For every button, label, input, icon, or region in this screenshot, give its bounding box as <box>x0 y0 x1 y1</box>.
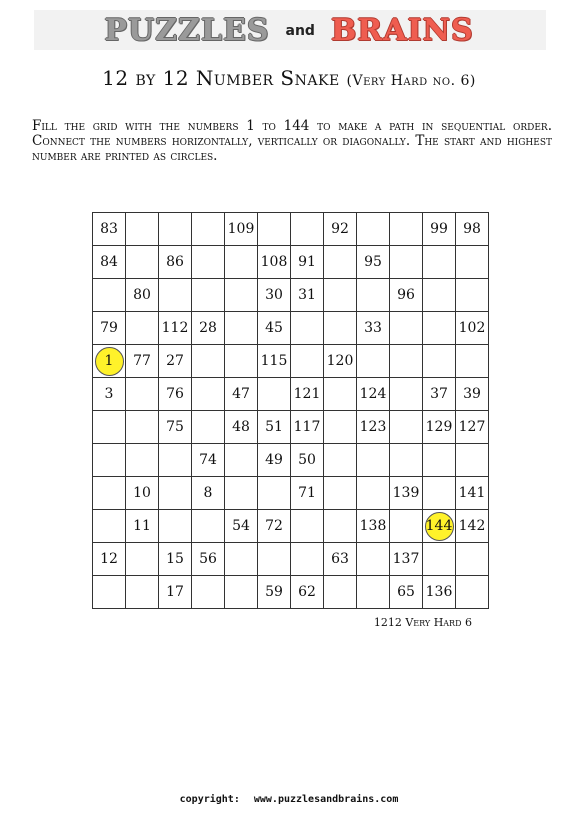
instructions-text: Fill the grid with the numbers 1 to 144 to make a path in sequential order. Connect the numbers horizontally, vertically or diagonally. The start and highest number are printed as circles. <box>32 118 552 164</box>
given-number: 77 <box>133 353 151 369</box>
given-number: 139 <box>392 485 420 501</box>
given-number: 102 <box>458 320 486 336</box>
grid-cell[interactable] <box>456 279 489 312</box>
grid-cell <box>291 246 324 279</box>
given-number: 56 <box>199 551 217 567</box>
grid-cell[interactable] <box>126 213 159 246</box>
grid-cell <box>456 378 489 411</box>
grid-cell[interactable] <box>390 378 423 411</box>
logo-word-brains: BRAINS <box>330 13 474 48</box>
given-number: 91 <box>298 254 316 270</box>
circled-number: 1 <box>95 347 124 376</box>
grid-cell[interactable] <box>258 477 291 510</box>
given-number: 71 <box>298 485 316 501</box>
grid-cell <box>390 543 423 576</box>
title-main: 12 by 12 Number Snake <box>102 66 340 90</box>
given-number: 109 <box>227 221 255 237</box>
given-number: 17 <box>166 584 184 600</box>
grid-cell[interactable] <box>159 477 192 510</box>
grid-cell[interactable] <box>225 345 258 378</box>
grid-row <box>93 477 489 510</box>
grid-row <box>93 444 489 477</box>
circled-number: 144 <box>425 512 454 541</box>
given-number: 3 <box>104 386 114 402</box>
grid-cell[interactable] <box>126 576 159 609</box>
grid-cell[interactable] <box>324 576 357 609</box>
grid-cell[interactable] <box>357 543 390 576</box>
grid-cell[interactable] <box>390 213 423 246</box>
site-logo <box>0 12 578 50</box>
given-number: 96 <box>397 287 415 303</box>
given-number: 138 <box>359 518 387 534</box>
logo-word-puzzles: PUZZLES <box>104 13 270 48</box>
copyright-label: copyright: <box>179 794 240 805</box>
grid-cell[interactable] <box>225 246 258 279</box>
grid-cell <box>126 510 159 543</box>
grid-cell[interactable] <box>159 444 192 477</box>
grid-cell <box>93 378 126 411</box>
grid-cell[interactable] <box>93 477 126 510</box>
grid-cell <box>423 411 456 444</box>
grid-cell[interactable] <box>390 345 423 378</box>
grid-cell <box>159 378 192 411</box>
given-number: 136 <box>425 584 453 600</box>
grid-cell <box>126 345 159 378</box>
grid-cell <box>324 345 357 378</box>
given-number: 92 <box>331 221 349 237</box>
given-number: 45 <box>265 320 283 336</box>
grid-cell <box>192 477 225 510</box>
grid-cell <box>291 576 324 609</box>
grid-cell <box>258 312 291 345</box>
given-number: 49 <box>265 452 283 468</box>
grid-cell[interactable] <box>258 378 291 411</box>
given-number: 80 <box>133 287 151 303</box>
grid-cell <box>390 477 423 510</box>
grid-cell <box>423 378 456 411</box>
grid-cell[interactable] <box>390 312 423 345</box>
grid-cell <box>291 279 324 312</box>
grid-cell[interactable] <box>93 510 126 543</box>
grid-cell <box>159 345 192 378</box>
grid-cell[interactable] <box>456 345 489 378</box>
grid-cell <box>357 312 390 345</box>
given-number: 48 <box>232 419 250 435</box>
grid-cell[interactable] <box>456 543 489 576</box>
grid-cell[interactable] <box>456 246 489 279</box>
grid-cell[interactable] <box>159 213 192 246</box>
page-title <box>0 66 578 90</box>
grid-cell <box>93 312 126 345</box>
grid-cell <box>126 477 159 510</box>
grid-cell <box>258 510 291 543</box>
grid-cell <box>357 411 390 444</box>
given-number: 108 <box>260 254 288 270</box>
grid-cell[interactable] <box>357 213 390 246</box>
grid-cell[interactable] <box>423 312 456 345</box>
grid-cell[interactable] <box>324 477 357 510</box>
grid-cell[interactable] <box>192 510 225 543</box>
given-number: 127 <box>458 419 486 435</box>
grid-cell <box>159 312 192 345</box>
given-number: 83 <box>100 221 118 237</box>
grid-row <box>93 246 489 279</box>
grid-cell[interactable] <box>159 510 192 543</box>
grid-cell <box>159 543 192 576</box>
grid-cell[interactable] <box>357 345 390 378</box>
given-number: 74 <box>199 452 217 468</box>
given-number: 12 <box>100 551 118 567</box>
grid-cell[interactable] <box>291 543 324 576</box>
given-number: 65 <box>397 584 415 600</box>
grid-cell[interactable] <box>324 510 357 543</box>
grid-cell <box>423 510 456 543</box>
grid-row <box>93 279 489 312</box>
footer <box>0 794 578 805</box>
grid-cell <box>456 510 489 543</box>
grid-cell <box>291 477 324 510</box>
grid-cell <box>225 510 258 543</box>
given-number: 117 <box>293 419 321 435</box>
grid-cell[interactable] <box>159 279 192 312</box>
grid-cell[interactable] <box>291 510 324 543</box>
puzzle-grid <box>92 212 489 609</box>
given-number: 62 <box>298 584 316 600</box>
grid-cell[interactable] <box>192 576 225 609</box>
given-number: 28 <box>199 320 217 336</box>
grid-cell <box>324 543 357 576</box>
grid-cell[interactable] <box>225 312 258 345</box>
grid-cell <box>291 411 324 444</box>
given-number: 15 <box>166 551 184 567</box>
given-number: 75 <box>166 419 184 435</box>
grid-cell[interactable] <box>324 279 357 312</box>
given-number: 63 <box>331 551 349 567</box>
given-number: 37 <box>430 386 448 402</box>
grid-cell[interactable] <box>258 213 291 246</box>
given-number: 84 <box>100 254 118 270</box>
grid-cell[interactable] <box>324 378 357 411</box>
grid-cell <box>291 444 324 477</box>
grid-cell <box>126 279 159 312</box>
given-number: 142 <box>458 518 486 534</box>
grid-cell[interactable] <box>423 279 456 312</box>
grid-cell <box>390 279 423 312</box>
given-number: 120 <box>326 353 354 369</box>
given-number: 31 <box>298 287 316 303</box>
grid-cell[interactable] <box>192 246 225 279</box>
grid-cell <box>159 246 192 279</box>
grid-cell[interactable] <box>192 378 225 411</box>
grid-row <box>93 543 489 576</box>
grid-cell[interactable] <box>324 444 357 477</box>
grid-cell <box>258 279 291 312</box>
grid-cell[interactable] <box>126 246 159 279</box>
grid-cell[interactable] <box>423 246 456 279</box>
grid-cell <box>258 345 291 378</box>
grid-row <box>93 411 489 444</box>
given-number: 33 <box>364 320 382 336</box>
given-number: 72 <box>265 518 283 534</box>
grid-cell[interactable] <box>93 411 126 444</box>
grid-cell[interactable] <box>258 543 291 576</box>
grid-cell <box>93 345 126 378</box>
grid-cell <box>456 411 489 444</box>
grid-cell[interactable] <box>93 576 126 609</box>
grid-cell[interactable] <box>456 576 489 609</box>
grid-cell[interactable] <box>390 444 423 477</box>
grid-cell[interactable] <box>192 411 225 444</box>
grid-cell <box>357 378 390 411</box>
grid-cell <box>258 444 291 477</box>
grid-row <box>93 576 489 609</box>
grid-cell <box>159 411 192 444</box>
given-number: 47 <box>232 386 250 402</box>
given-number: 27 <box>166 353 184 369</box>
grid-cell <box>423 213 456 246</box>
given-number: 11 <box>133 518 151 534</box>
given-number: 50 <box>298 452 316 468</box>
grid-cell[interactable] <box>390 510 423 543</box>
grid-cell <box>93 213 126 246</box>
grid-cell[interactable] <box>225 279 258 312</box>
grid-cell[interactable] <box>423 444 456 477</box>
grid-row <box>93 312 489 345</box>
title-sub: (Very Hard no. 6) <box>346 73 476 89</box>
given-number: 115 <box>260 353 288 369</box>
grid-cell <box>192 444 225 477</box>
grid-row <box>93 345 489 378</box>
grid-cell <box>258 246 291 279</box>
grid-cell[interactable] <box>225 444 258 477</box>
grid-row <box>93 378 489 411</box>
grid-cell[interactable] <box>93 444 126 477</box>
logo-connector: and <box>285 23 315 39</box>
given-number: 76 <box>166 386 184 402</box>
grid-cell <box>423 576 456 609</box>
grid-cell <box>357 510 390 543</box>
given-number: 95 <box>364 254 382 270</box>
grid-cell <box>225 213 258 246</box>
grid-cell[interactable] <box>357 279 390 312</box>
given-number: 121 <box>293 386 321 402</box>
given-number: 123 <box>359 419 387 435</box>
given-number: 137 <box>392 551 420 567</box>
grid-cell[interactable] <box>225 477 258 510</box>
grid-cell <box>225 411 258 444</box>
grid-cell[interactable] <box>423 477 456 510</box>
grid-cell[interactable] <box>192 345 225 378</box>
given-number: 112 <box>161 320 189 336</box>
grid-cell <box>357 246 390 279</box>
given-number: 141 <box>458 485 486 501</box>
given-number: 99 <box>430 221 448 237</box>
given-number: 59 <box>265 584 283 600</box>
grid-cell[interactable] <box>357 444 390 477</box>
grid-cell <box>291 378 324 411</box>
grid-cell[interactable] <box>357 576 390 609</box>
grid-cell[interactable] <box>423 345 456 378</box>
grid-cell[interactable] <box>291 213 324 246</box>
given-number: 51 <box>265 419 283 435</box>
grid-cell[interactable] <box>192 213 225 246</box>
grid-cell[interactable] <box>126 444 159 477</box>
grid-cell[interactable] <box>423 543 456 576</box>
grid-cell[interactable] <box>93 279 126 312</box>
grid-cell[interactable] <box>225 543 258 576</box>
given-number: 79 <box>100 320 118 336</box>
grid-cell[interactable] <box>324 312 357 345</box>
grid-cell <box>390 576 423 609</box>
given-number: 54 <box>232 518 250 534</box>
grid-cell[interactable] <box>126 378 159 411</box>
grid-cell[interactable] <box>390 411 423 444</box>
grid-cell <box>93 246 126 279</box>
grid-cell[interactable] <box>456 444 489 477</box>
grid-cell[interactable] <box>291 345 324 378</box>
given-number: 129 <box>425 419 453 435</box>
given-number: 10 <box>133 485 151 501</box>
grid-cell[interactable] <box>126 543 159 576</box>
grid-row <box>93 213 489 246</box>
grid-cell[interactable] <box>126 312 159 345</box>
grid-cell[interactable] <box>324 411 357 444</box>
puzzle-id-label: 1212 Very Hard 6 <box>373 616 472 629</box>
given-number: 8 <box>203 485 213 501</box>
grid-cell <box>456 213 489 246</box>
grid-cell <box>159 576 192 609</box>
grid-cell <box>225 378 258 411</box>
given-number: 124 <box>359 386 387 402</box>
given-number: 98 <box>463 221 481 237</box>
grid-cell <box>192 543 225 576</box>
given-number: 39 <box>463 386 481 402</box>
site-url: www.puzzlesandbrains.com <box>253 794 399 805</box>
grid-cell[interactable] <box>126 411 159 444</box>
grid-cell <box>456 477 489 510</box>
grid-cell <box>258 576 291 609</box>
grid-cell[interactable] <box>324 246 357 279</box>
given-number: 30 <box>265 287 283 303</box>
grid-cell <box>93 543 126 576</box>
grid-cell[interactable] <box>291 312 324 345</box>
grid-cell[interactable] <box>225 576 258 609</box>
grid-cell <box>258 411 291 444</box>
given-number: 86 <box>166 254 184 270</box>
grid-cell[interactable] <box>357 477 390 510</box>
grid-cell <box>456 312 489 345</box>
grid-row <box>93 510 489 543</box>
grid-cell <box>192 312 225 345</box>
grid-cell[interactable] <box>390 246 423 279</box>
grid-cell[interactable] <box>192 279 225 312</box>
grid-cell <box>324 213 357 246</box>
